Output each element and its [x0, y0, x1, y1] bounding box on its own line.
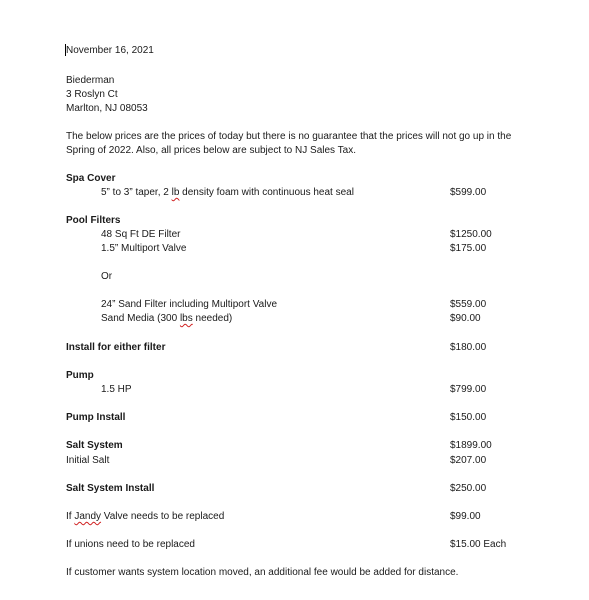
salt-install-price: $250.00: [450, 483, 487, 494]
unions-price: $15.00 Each: [450, 539, 507, 550]
initial-salt-price: $207.00: [450, 455, 487, 466]
spa-cover-price: $599.00: [450, 187, 487, 198]
multiport-valve-price: $175.00: [450, 243, 487, 254]
salt-install-heading: Salt System Install: [66, 483, 155, 494]
spelling-flag: lb: [171, 187, 180, 198]
sand-media-price: $90.00: [450, 313, 481, 324]
spa-cover-description: 5” to 3” taper, 2 lb density foam with continuous heat seal: [101, 187, 354, 198]
relocation-note: If customer wants system location moved, an additional fee would be added for distance.: [66, 567, 459, 578]
intro-line-2: Spring of 2022. Also, all prices below are subject to NJ Sales Tax.: [66, 145, 356, 156]
pump-heading: Pump: [66, 370, 94, 381]
pump-price: $799.00: [450, 384, 487, 395]
recipient-street: 3 Roslyn Ct: [66, 89, 118, 100]
intro-line-1: The below prices are the prices of today but there is no guarantee that the prices will not go up in the: [66, 131, 512, 142]
multiport-valve-item: 1.5” Multiport Valve: [101, 243, 187, 254]
pool-filters-heading: Pool Filters: [66, 215, 121, 226]
spa-cover-heading: Spa Cover: [66, 173, 116, 184]
jandy-valve-price: $99.00: [450, 511, 481, 522]
install-filter-heading: Install for either filter: [66, 342, 166, 353]
initial-salt-item: Initial Salt: [66, 455, 110, 466]
recipient-name: Biederman: [66, 75, 115, 86]
unions-item: If unions need to be replaced: [66, 539, 195, 550]
letter-date: November 16, 2021: [66, 45, 154, 56]
jandy-valve-item: If Jandy Valve needs to be replaced: [66, 511, 225, 522]
spelling-flag: lbs: [179, 313, 193, 324]
install-filter-price: $180.00: [450, 342, 487, 353]
de-filter-price: $1250.00: [450, 229, 492, 240]
de-filter-item: 48 Sq Ft DE Filter: [101, 229, 181, 240]
salt-system-price: $1899.00: [450, 440, 492, 451]
pump-install-price: $150.00: [450, 412, 487, 423]
sand-media-item: Sand Media (300 lbs needed): [101, 313, 233, 324]
sand-filter-price: $559.00: [450, 299, 487, 310]
spelling-flag: Jandy: [74, 511, 102, 522]
salt-system-heading: Salt System: [66, 440, 123, 451]
pump-install-heading: Pump Install: [66, 412, 126, 423]
sand-filter-item: 24” Sand Filter including Multiport Valve: [101, 299, 278, 310]
pump-hp-item: 1.5 HP: [101, 384, 132, 395]
recipient-city: Marlton, NJ 08053: [66, 103, 148, 114]
or-separator: Or: [101, 271, 113, 282]
